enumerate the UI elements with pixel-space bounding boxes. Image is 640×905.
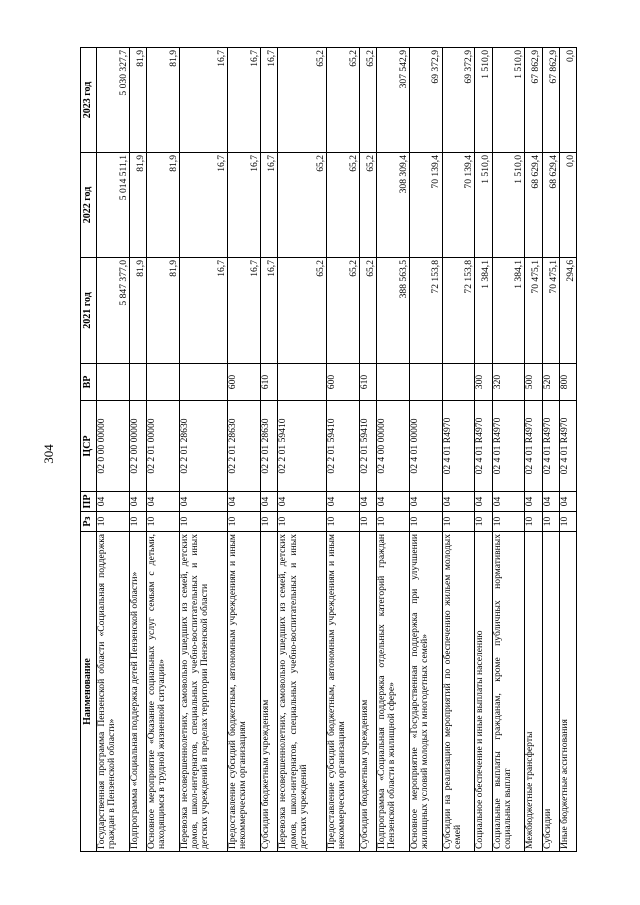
row-value-2021: 1 384,1 — [475, 258, 492, 364]
budget-table — [80, 47, 577, 852]
row-name: Субсидии — [542, 532, 559, 852]
row-csr: 02 2 01 28630 — [228, 401, 261, 492]
row-pr: 04 — [261, 492, 278, 512]
row-value-2023: 69 372,9 — [442, 48, 475, 153]
row-name: Подпрограмма «Социальная поддержка отдельных категорий граждан Пензенской области в жилищной сфере» — [376, 532, 409, 852]
row-pr: 04 — [409, 492, 442, 512]
table-row — [525, 48, 542, 852]
row-value-2021: 72 153,8 — [442, 258, 475, 364]
header-csr: ЦСР — [81, 401, 97, 492]
row-value-2022: 5 014 511,1 — [97, 153, 130, 258]
row-vr — [442, 364, 475, 401]
row-value-2023: 67 862,9 — [542, 48, 559, 153]
header-name: Наименование — [81, 532, 97, 852]
row-vr: 610 — [359, 364, 376, 401]
table-row — [442, 48, 475, 852]
page-number: 304 — [41, 444, 56, 464]
row-value-2021: 16,7 — [228, 258, 261, 364]
row-value-2021: 5 847 377,0 — [97, 258, 130, 364]
table-row — [359, 48, 376, 852]
table-row — [326, 48, 359, 852]
row-vr — [179, 364, 227, 401]
row-rz: 10 — [261, 512, 278, 532]
row-rz: 10 — [97, 512, 130, 532]
row-vr — [409, 364, 442, 401]
row-value-2022: 16,7 — [228, 153, 261, 258]
row-vr — [129, 364, 146, 401]
row-value-2022: 65,2 — [278, 153, 326, 258]
row-pr: 04 — [179, 492, 227, 512]
row-value-2021: 16,7 — [179, 258, 227, 364]
row-vr — [147, 364, 180, 401]
row-name: Основное мероприятие «Государственная поддержка при улучшении жилищных условий молодых и многодетных семей» — [409, 532, 442, 852]
row-value-2022: 81,9 — [147, 153, 180, 258]
row-value-2022: 16,7 — [261, 153, 278, 258]
row-name: Социальные выплаты гражданам, кроме публичных нормативных социальных выплат — [492, 532, 525, 852]
row-csr: 02 0 00 00000 — [97, 401, 130, 492]
row-pr: 04 — [376, 492, 409, 512]
row-csr: 02 2 01 28630 — [261, 401, 278, 492]
table-row — [147, 48, 180, 852]
row-csr: 02 4 00 00000 — [376, 401, 409, 492]
row-rz: 10 — [409, 512, 442, 532]
row-value-2021: 388 563,5 — [376, 258, 409, 364]
row-value-2023: 307 542,9 — [376, 48, 409, 153]
row-value-2021: 1 384,1 — [492, 258, 525, 364]
rotated-page-content — [80, 48, 577, 852]
row-name: Предоставление субсидий бюджетным, автономным учреждениям и иным некоммерческим организациям — [326, 532, 359, 852]
table-row — [261, 48, 278, 852]
row-value-2022: 68 629,4 — [542, 153, 559, 258]
row-rz: 10 — [326, 512, 359, 532]
row-value-2022: 65,2 — [359, 153, 376, 258]
row-rz: 10 — [179, 512, 227, 532]
row-rz: 10 — [376, 512, 409, 532]
row-value-2021: 70 475,1 — [542, 258, 559, 364]
row-value-2023: 65,2 — [278, 48, 326, 153]
header-pr: ПР — [81, 492, 97, 512]
table-row — [492, 48, 525, 852]
row-value-2023: 16,7 — [179, 48, 227, 153]
row-csr: 02 4 01 R4970 — [559, 401, 576, 492]
row-csr: 02 2 00 00000 — [129, 401, 146, 492]
row-pr: 04 — [97, 492, 130, 512]
row-vr: 320 — [492, 364, 525, 401]
header-2022: 2022 год — [81, 153, 97, 258]
row-csr: 02 4 01 00000 — [409, 401, 442, 492]
row-csr: 02 4 01 R4970 — [475, 401, 492, 492]
row-name: Иные бюджетные ассигнования — [559, 532, 576, 852]
row-value-2023: 16,7 — [261, 48, 278, 153]
table-row — [228, 48, 261, 852]
table-row — [409, 48, 442, 852]
table-row — [179, 48, 227, 852]
row-rz: 10 — [559, 512, 576, 532]
row-rz: 10 — [525, 512, 542, 532]
row-rz: 10 — [278, 512, 326, 532]
row-value-2021: 81,9 — [129, 258, 146, 364]
header-2023: 2023 год — [81, 48, 97, 153]
row-value-2022: 0,0 — [559, 153, 576, 258]
row-csr: 02 2 01 59410 — [359, 401, 376, 492]
row-pr: 04 — [475, 492, 492, 512]
row-vr: 500 — [525, 364, 542, 401]
row-pr: 04 — [442, 492, 475, 512]
row-csr: 02 4 01 R4970 — [542, 401, 559, 492]
row-name: Межбюджетные трансферты — [525, 532, 542, 852]
table-body — [97, 48, 577, 852]
row-value-2022: 70 139,4 — [442, 153, 475, 258]
row-vr: 800 — [559, 364, 576, 401]
row-value-2021: 65,2 — [278, 258, 326, 364]
header-vr: ВР — [81, 364, 97, 401]
row-pr: 04 — [492, 492, 525, 512]
row-vr: 520 — [542, 364, 559, 401]
header-rz: Рз — [81, 512, 97, 532]
table-row — [475, 48, 492, 852]
row-value-2023: 69 372,9 — [409, 48, 442, 153]
row-value-2022: 81,9 — [129, 153, 146, 258]
row-csr: 02 4 01 R4970 — [492, 401, 525, 492]
row-value-2023: 1 510,0 — [475, 48, 492, 153]
header-2021: 2021 год — [81, 258, 97, 364]
table-row — [542, 48, 559, 852]
row-value-2023: 81,9 — [129, 48, 146, 153]
row-name: Подпрограмма «Социальная поддержка детей Пензенской области» — [129, 532, 146, 852]
row-value-2021: 16,7 — [261, 258, 278, 364]
table-row — [559, 48, 576, 852]
row-value-2023: 81,9 — [147, 48, 180, 153]
row-value-2022: 68 629,4 — [525, 153, 542, 258]
row-rz: 10 — [228, 512, 261, 532]
row-value-2023: 1 510,0 — [492, 48, 525, 153]
row-value-2022: 70 139,4 — [409, 153, 442, 258]
row-name: Перевозка несовершеннолетних, самовольно ушедших из семей, детских домов, школ-интернатов, специальных учебно-воспитательных и иных детских учреждений в пределах территории Пензенской области — [179, 532, 227, 852]
row-value-2022: 1 510,0 — [492, 153, 525, 258]
row-pr: 04 — [559, 492, 576, 512]
row-rz: 10 — [359, 512, 376, 532]
row-vr: 600 — [326, 364, 359, 401]
row-csr: 02 4 01 R4970 — [525, 401, 542, 492]
row-vr: 600 — [228, 364, 261, 401]
row-pr: 04 — [359, 492, 376, 512]
row-vr: 300 — [475, 364, 492, 401]
table-header-row — [81, 48, 97, 852]
row-rz: 10 — [475, 512, 492, 532]
row-pr: 04 — [542, 492, 559, 512]
row-name: Государственная программа Пензенской области «Социальная поддержка граждан в Пензенской области» — [97, 532, 130, 852]
row-value-2021: 294,6 — [559, 258, 576, 364]
row-pr: 04 — [278, 492, 326, 512]
row-pr: 04 — [228, 492, 261, 512]
row-vr — [376, 364, 409, 401]
row-value-2022: 16,7 — [179, 153, 227, 258]
row-name: Основное мероприятие «Оказание социальных услуг семьям с детьми, находящимся в трудной жизненной ситуации» — [147, 532, 180, 852]
row-value-2023: 16,7 — [228, 48, 261, 153]
row-name: Перевозка несовершеннолетних, самовольно ушедших из семей, детских домов, школ-интернатов, специальных учебно-воспитательных и иных детских учреждений — [278, 532, 326, 852]
row-vr — [97, 364, 130, 401]
row-value-2021: 65,2 — [359, 258, 376, 364]
row-rz: 10 — [492, 512, 525, 532]
row-pr: 04 — [326, 492, 359, 512]
row-name: Предоставление субсидий бюджетным, автономным учреждениям и иным некоммерческим организациям — [228, 532, 261, 852]
row-csr: 02 2 01 59410 — [326, 401, 359, 492]
row-pr: 04 — [129, 492, 146, 512]
row-value-2022: 65,2 — [326, 153, 359, 258]
row-value-2023: 65,2 — [326, 48, 359, 153]
row-csr: 02 2 01 00000 — [147, 401, 180, 492]
row-rz: 10 — [147, 512, 180, 532]
row-name: Субсидии бюджетным учреждениям — [261, 532, 278, 852]
row-vr: 610 — [261, 364, 278, 401]
table-row — [278, 48, 326, 852]
row-pr: 04 — [525, 492, 542, 512]
row-pr: 04 — [147, 492, 180, 512]
row-rz: 10 — [129, 512, 146, 532]
row-value-2023: 0,0 — [559, 48, 576, 153]
row-value-2021: 70 475,1 — [525, 258, 542, 364]
row-vr — [278, 364, 326, 401]
row-name: Субсидии на реализацию мероприятий по обеспечению жильем молодых семей — [442, 532, 475, 852]
row-name: Субсидии бюджетным учреждениям — [359, 532, 376, 852]
row-value-2023: 5 030 327,7 — [97, 48, 130, 153]
table-row — [376, 48, 409, 852]
table-row — [129, 48, 146, 852]
row-value-2023: 65,2 — [359, 48, 376, 153]
row-value-2021: 72 153,8 — [409, 258, 442, 364]
row-csr: 02 4 01 R4970 — [442, 401, 475, 492]
row-value-2022: 1 510,0 — [475, 153, 492, 258]
row-rz: 10 — [542, 512, 559, 532]
row-csr: 02 2 01 59410 — [278, 401, 326, 492]
row-rz: 10 — [442, 512, 475, 532]
row-name: Социальное обеспечение и иные выплаты населению — [475, 532, 492, 852]
row-csr: 02 2 01 28630 — [179, 401, 227, 492]
table-row — [97, 48, 130, 852]
row-value-2022: 308 309,4 — [376, 153, 409, 258]
row-value-2021: 65,2 — [326, 258, 359, 364]
row-value-2023: 67 862,9 — [525, 48, 542, 153]
row-value-2021: 81,9 — [147, 258, 180, 364]
